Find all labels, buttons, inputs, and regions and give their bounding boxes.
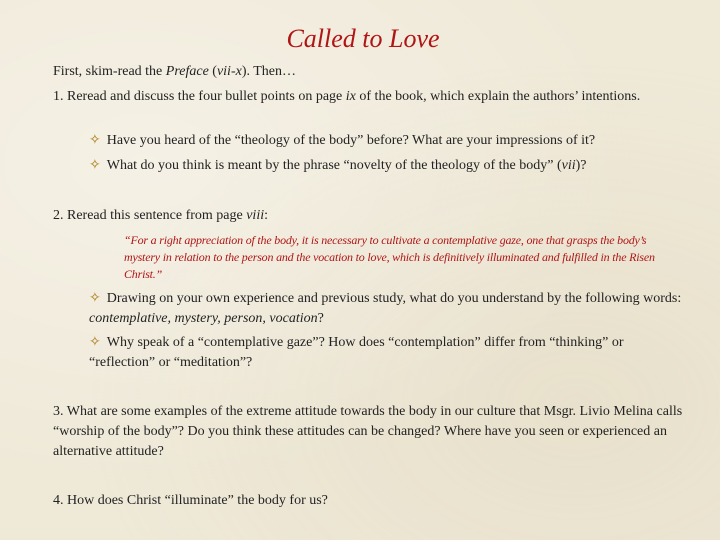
bullet-text: Drawing on your own experience and previous study, what do you understand by the following words:: [106, 291, 682, 306]
star-bullet-icon: ✧: [89, 158, 101, 173]
intro-text: First, skim-read the: [53, 64, 166, 79]
quote: “For a right appreciation of the body, it is necessary to cultivate a contemplative gaze, one that grasps the body’s mystery in relation to the person and the vocation to love, which is definitively illuminated and fulfilled in the Risen Christ.”: [124, 233, 655, 281]
intro-line: [53, 62, 296, 82]
star-bullet-icon: ✧: [89, 291, 101, 306]
intro-pages: vii-x: [216, 64, 242, 79]
star-bullet-icon: ✧: [89, 335, 101, 350]
question-1-text-end: of the book, which explain the authors’ intentions.: [355, 89, 641, 104]
intro-text-mid: (: [208, 64, 217, 79]
question-2-text: 2. Reread this sentence from page: [53, 208, 247, 223]
question-1: [53, 87, 693, 107]
intro-preface: Preface: [165, 64, 209, 79]
question-3: 3. What are some examples of the extreme attitude towards the body in our culture that Msgr. Livio Melina calls “worship of the body”? Do you think these attitudes can be changed? Where have you seen or experienced an alternative attitude?: [53, 404, 683, 459]
question-4: 4. How does Christ “illuminate” the body for us?: [53, 493, 328, 508]
bullet-item: [89, 156, 587, 176]
question-1-page: ix: [345, 89, 356, 104]
bullet-text-end: )?: [575, 158, 587, 173]
question-2-text-end: :: [264, 208, 268, 223]
bullet-item: [89, 131, 595, 151]
star-bullet-icon: ✧: [89, 133, 101, 148]
question-2-page: viii: [246, 208, 265, 223]
bullet-text-end: ?: [317, 311, 324, 326]
bullet-text: Why speak of a “contemplative gaze”? How does “contemplation” differ from “thinking” or “reflection” or “meditation”?: [89, 335, 624, 370]
bullet-text: What do you think is meant by the phrase “novelty of the theology of the body” (: [106, 158, 562, 173]
page-title: Called to Love: [286, 24, 440, 53]
bullet-item: [89, 289, 689, 329]
question-2: [53, 206, 268, 226]
bullet-item: [89, 333, 689, 373]
bullet-text: Have you heard of the “theology of the body” before? What are your impressions of it?: [106, 133, 596, 148]
intro-text-end: ). Then…: [241, 64, 297, 79]
question-1-text: 1. Reread and discuss the four bullet points on page: [53, 89, 346, 104]
bullet-page: vii: [561, 158, 576, 173]
bullet-terms: contemplative, mystery, person, vocation: [89, 311, 318, 326]
